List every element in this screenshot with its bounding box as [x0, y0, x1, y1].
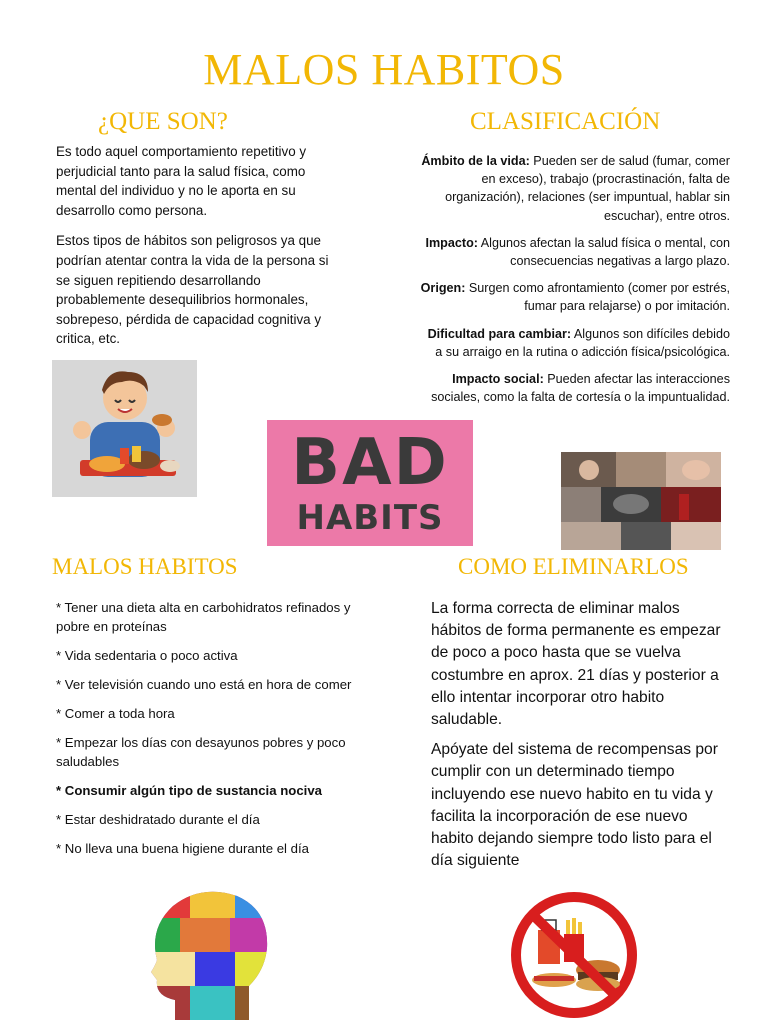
como-eliminarlos-paragraph-2: Apóyate del sistema de recompensas por cumplir con un determinado tiempo incluyendo ese nuevo habito en tu vida y facilita la incorporación de ese nuevo habito dejando siempre todo listo para el día siguiente — [431, 741, 718, 870]
como-eliminarlos-text — [431, 598, 731, 880]
section-heading-como-eliminarlos: COMO ELIMINARLOS — [458, 554, 689, 579]
list-item: * Vida sedentaria o poco activa — [56, 648, 238, 663]
list-item: * Estar deshidratado durante el día — [56, 812, 260, 827]
page-title: MALOS HABITOS — [203, 45, 565, 94]
clasificacion-label: Ámbito de la vida: — [421, 154, 530, 168]
list-item: * No lleva una buena higiene durante el día — [56, 841, 309, 856]
clasificacion-text: Pueden ser de salud (fumar, comer en exceso), trabajo (procrastinación, falta de organización), relaciones (ser impuntual, hablar sin escuchar), entre otros. — [445, 154, 730, 223]
que-son-text — [56, 142, 346, 360]
clasificacion-label: Origen: — [420, 281, 466, 296]
list-item: * Empezar los días con desayunos pobres y poco saludables — [56, 735, 346, 769]
clasificacion-text: Pueden afectar las interacciones sociales, como la falta de cortesía o la impuntualidad. — [431, 372, 730, 405]
bad-habits-logo-line2: HABITS — [296, 498, 444, 538]
man-eating-illustration — [52, 360, 197, 497]
que-son-paragraph-2: Estos tipos de hábitos son peligrosos ya que podrían atentar contra la vida de la persona si se siguen repitiendo desarrollando probablemente desequilibrios hormonales, sobrepeso, pérdida de capacidad cognitiva y critica, etc. — [56, 233, 329, 347]
clasificacion-item — [418, 234, 730, 270]
clasificacion-label: Impacto social: — [452, 372, 544, 387]
clasificacion-item — [418, 325, 730, 361]
head-silhouette-junk-food-collage — [145, 888, 275, 1020]
section-heading-malos-habitos: MALOS HABITOS — [52, 554, 238, 579]
que-son-paragraph-1: Es todo aquel comportamiento repetitivo y perjudicial tanto para la salud física, como mental del individuo y no le aporta en su desarrollo como persona. — [56, 144, 307, 218]
como-eliminarlos-paragraph-1: La forma correcta de eliminar malos hábitos de forma permanente es empezar de poco a poco hasta que se vuelva costumbre en aprox. 21 días y posterior a ello intentar incorporar otro habito saludable. — [431, 600, 721, 729]
list-item: * Ver televisión cuando uno está en hora de comer — [56, 677, 352, 692]
clasificacion-label: Impacto: — [425, 235, 478, 250]
list-item: * Consumir algún tipo de sustancia nociva — [56, 783, 322, 798]
bad-habits-logo — [267, 420, 473, 546]
clasificacion-list — [418, 152, 730, 415]
list-item: * Comer a toda hora — [56, 706, 175, 721]
clasificacion-text: Algunos afectan la salud física o mental, con consecuencias negativas a largo plazo. — [477, 235, 730, 269]
section-heading-clasificacion: CLASIFICACIÓN — [470, 108, 661, 135]
list-item: * Tener una dieta alta en carbohidratos refinados y pobre en proteínas — [56, 600, 351, 634]
bad-habits-collage-photo — [561, 452, 721, 550]
clasificacion-item — [418, 279, 730, 315]
malos-habitos-list — [56, 598, 356, 868]
clasificacion-label: Dificultad para cambiar: — [427, 326, 572, 341]
no-junk-food-sign — [502, 890, 647, 1020]
clasificacion-text: Algunos son difíciles debido a su arraigo en la rutina o adicción física/psicológica. — [435, 326, 730, 359]
section-heading-que-son: ¿QUE SON? — [98, 108, 228, 135]
clasificacion-text: Surgen como afrontamiento (comer por estrés, fumar para relajarse) o por imitación. — [465, 281, 730, 314]
bad-habits-logo-line1: BAD — [291, 426, 449, 500]
clasificacion-item — [418, 370, 730, 406]
clasificacion-item — [418, 152, 730, 225]
